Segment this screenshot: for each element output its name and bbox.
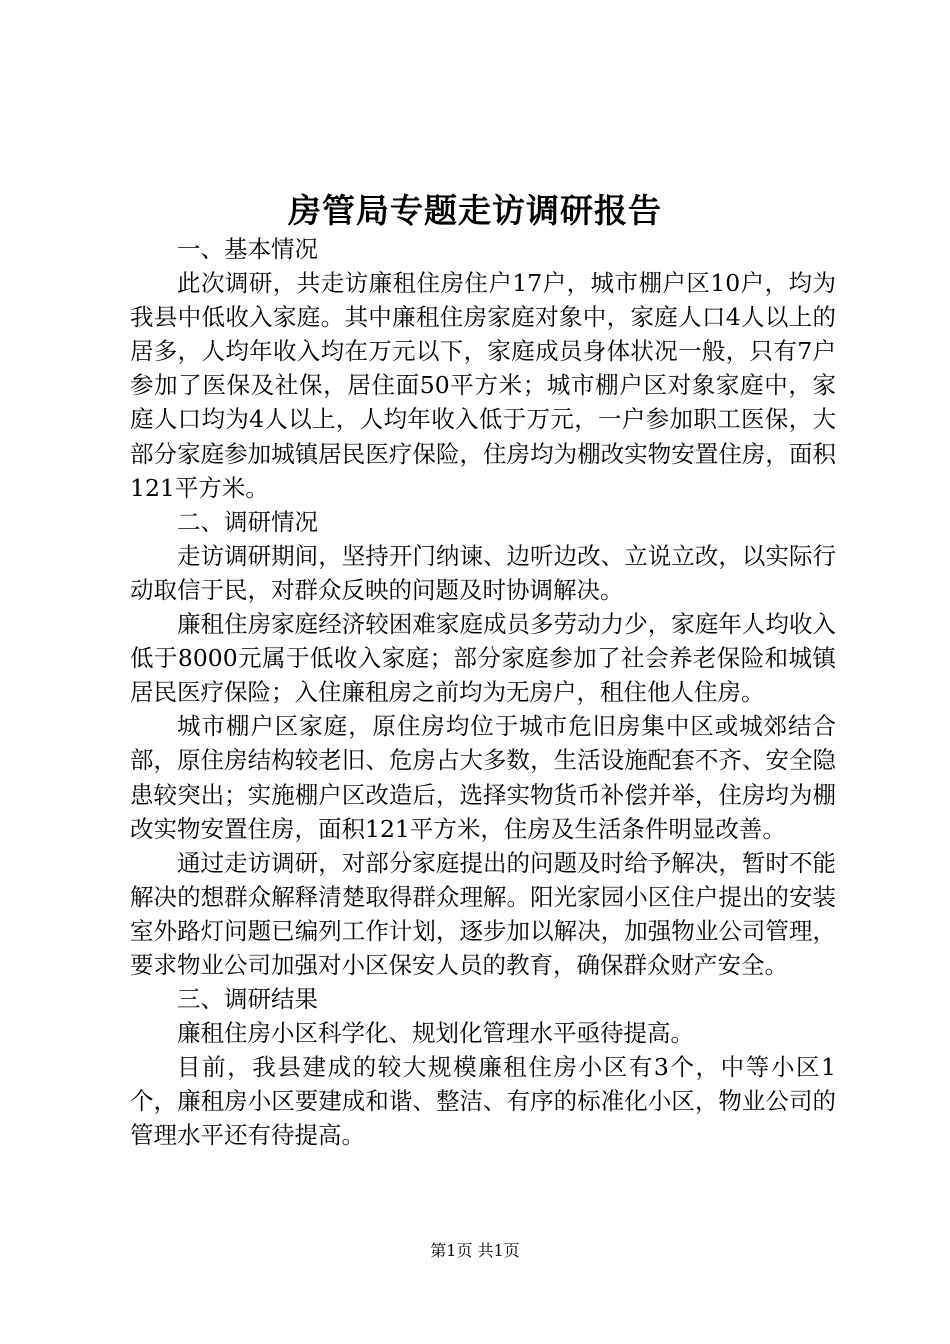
document-title: 房管局专题走访调研报告: [288, 191, 662, 230]
paragraph-shantytown-families: 城市棚户区家庭，原住房均位于城市危旧房集中区或城郊结合部，原住房结构较老旧、危房占大多数，生活设施配套不齐、安全隐患较突出；实施棚户区改造后，选择实物货币补偿并举，住房均为棚改实物安置住房，面积121平方米，住房及生活条件明显改善。: [130, 712, 836, 843]
paragraph-results-detail: 目前，我县建成的较大规模廉租住房小区有3个，中等小区1个，廉租房小区要建成和谐、整洁、有序的标准化小区，物业公司的管理水平还有待提高。: [130, 1053, 836, 1150]
paragraph-results-summary: 廉租住房小区科学化、规划化管理水平亟待提高。: [177, 1019, 694, 1048]
section-heading-research: 二、调研情况: [177, 507, 318, 536]
paragraph-problem-resolution: 通过走访调研，对部分家庭提出的问题及时给予解决，暂时不能解决的想群众解释清楚取得群众理解。阳光家园小区住户提出的安装室外路灯问题已编列工作计划，逐步加以解决，加强物业公司管理，要求物业公司加强对小区保安人员的教育，确保群众财产安全。: [130, 848, 836, 979]
paragraph-basic-situation: 此次调研，共走访廉租住房住户17户，城市棚户区10户，均为我县中低收入家庭。其中廉租住房家庭对象中，家庭人口4人以上的居多，人均年收入均在万元以下，家庭成员身体状况一般，只有7户参加了医保及社保，居住面50平方米；城市棚户区对象家庭中，家庭人口均为4人以上，人均年收入低于万元，一户参加职工医保，大部分家庭参加城镇居民医疗保险，住房均为棚改实物安置住房，面积121平方米。: [130, 269, 836, 502]
page-footer: 第1页 共1页: [430, 1241, 520, 1260]
section-heading-results: 三、调研结果: [177, 985, 318, 1014]
section-heading-basic: 一、基本情况: [177, 235, 318, 263]
document-body: [130, 232, 836, 1153]
paragraph-lowrent-families: 廉租住房家庭经济较困难家庭成员多劳动力少，家庭年人均收入低于8000元属于低收入家庭；部分家庭参加了社会养老保险和城镇居民医疗保险；入住廉租房之前均为无房户，租住他人住房。: [130, 610, 836, 707]
paragraph-research-approach: 走访调研期间，坚持开门纳谏、边听边改、立说立改，以实际行动取信于民，对群众反映的问题及时协调解决。: [130, 541, 836, 604]
